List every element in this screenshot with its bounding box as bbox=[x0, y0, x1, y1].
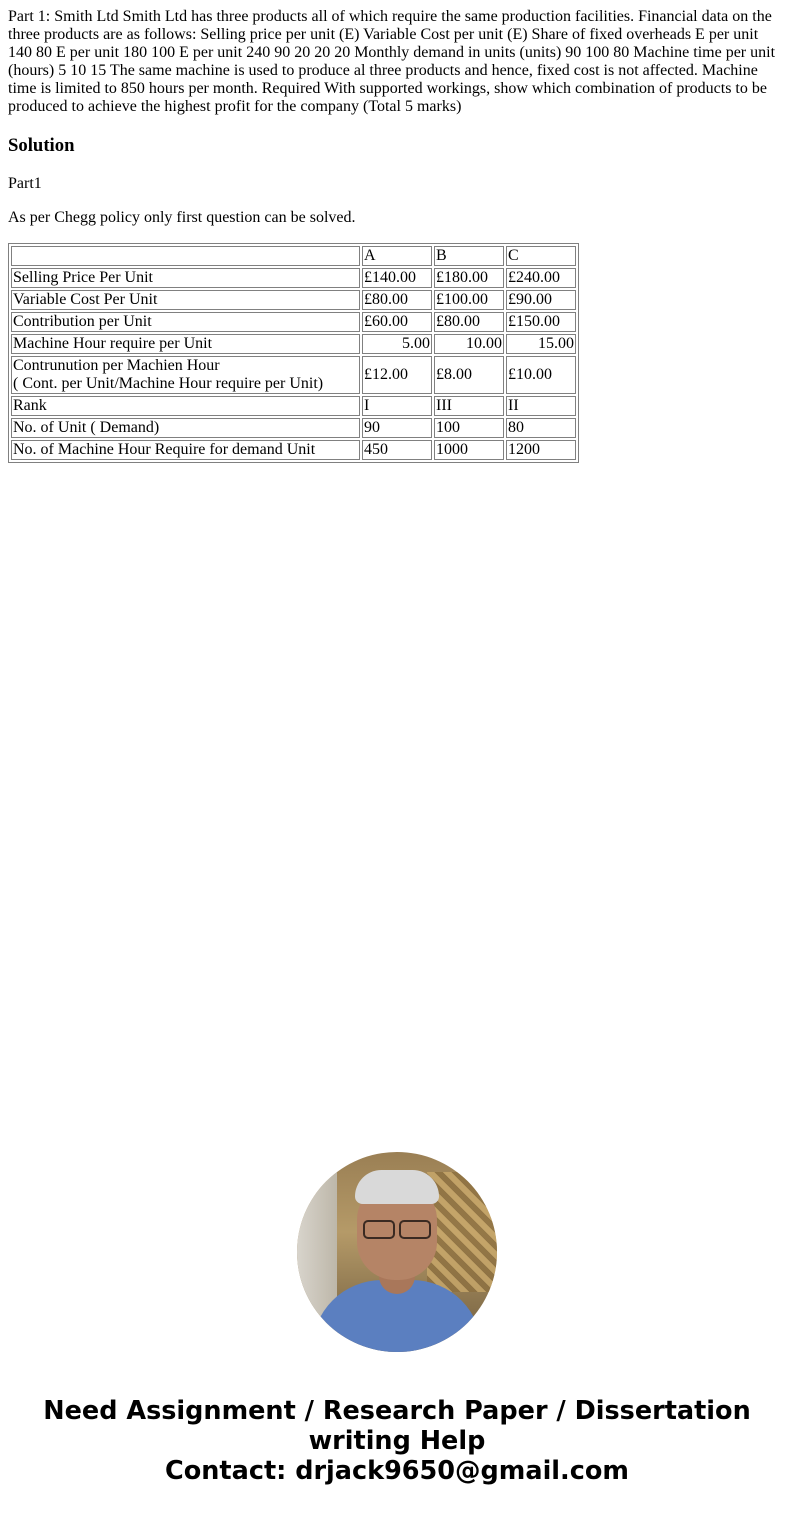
header-cell-a: A bbox=[362, 246, 432, 266]
cell-a: 450 bbox=[362, 440, 432, 460]
table-row bbox=[11, 418, 576, 438]
table-row bbox=[11, 396, 576, 416]
row-label: Variable Cost Per Unit bbox=[11, 290, 360, 310]
row-label-line1: Contrunution per Machien Hour bbox=[13, 357, 220, 374]
cell-a: £12.00 bbox=[362, 356, 432, 394]
cell-a: £60.00 bbox=[362, 312, 432, 332]
cell-a: 5.00 bbox=[362, 334, 432, 354]
cell-b: £180.00 bbox=[434, 268, 504, 288]
row-label: No. of Unit ( Demand) bbox=[11, 418, 360, 438]
policy-note: As per Chegg policy only first question can be solved. bbox=[8, 209, 356, 226]
table-row bbox=[11, 290, 576, 310]
cell-b: £8.00 bbox=[434, 356, 504, 394]
contribution-table bbox=[8, 243, 579, 463]
cell-b: III bbox=[434, 396, 504, 416]
promo-line-2: writing Help bbox=[308, 1426, 486, 1456]
promo-contact: Contact: drjack9650@gmail.com bbox=[165, 1456, 629, 1486]
cell-c: 1200 bbox=[506, 440, 576, 460]
avatar-hair bbox=[355, 1170, 439, 1204]
glasses-lens-left bbox=[363, 1220, 395, 1239]
cell-c: £90.00 bbox=[506, 290, 576, 310]
glasses-lens-right bbox=[399, 1220, 431, 1239]
table-row bbox=[11, 312, 576, 332]
row-label-line2: ( Cont. per Unit/Machine Hour require per Unit) bbox=[13, 375, 324, 392]
cell-b: 10.00 bbox=[434, 334, 504, 354]
cell-c: 15.00 bbox=[506, 334, 576, 354]
cell-c: £240.00 bbox=[506, 268, 576, 288]
cell-c: £10.00 bbox=[506, 356, 576, 394]
row-label: Selling Price Per Unit bbox=[11, 268, 360, 288]
header-cell-b: B bbox=[434, 246, 504, 266]
promo-line-1: Need Assignment / Research Paper / Dissertation bbox=[43, 1396, 751, 1426]
cell-b: 1000 bbox=[434, 440, 504, 460]
cell-c: II bbox=[506, 396, 576, 416]
cell-b: £80.00 bbox=[434, 312, 504, 332]
cell-a: £80.00 bbox=[362, 290, 432, 310]
cell-c: 80 bbox=[506, 418, 576, 438]
document-body bbox=[0, 0, 794, 463]
part-label: Part1 bbox=[8, 175, 42, 192]
row-label: Machine Hour require per Unit bbox=[11, 334, 360, 354]
author-avatar bbox=[297, 1152, 497, 1352]
promo-text bbox=[0, 1396, 794, 1486]
table-row bbox=[11, 356, 576, 394]
cell-b: 100 bbox=[434, 418, 504, 438]
row-label: Contribution per Unit bbox=[11, 312, 360, 332]
table-row bbox=[11, 440, 576, 460]
solution-heading: Solution bbox=[8, 135, 75, 156]
question-text: Part 1: Smith Ltd Smith Ltd has three products all of which require the same production facilities. Financial data on the three products are as follows: Selling price per unit (E) Variable Cost per unit (E) Share of fixed overheads E per unit 140 80 E per unit 180 100 E per unit 240 90 20 20 20 Monthly demand in units (units) 90 100 80 Machine time per unit (hours) 5 10 15 The same machine is used to produce al three products and hence, fixed cost is not affected. Machine time is limited to 850 hours per month. Required With supported workings, show which combination of products to be produced to achieve the highest profit for the company (Total 5 marks) bbox=[8, 8, 776, 115]
table-header-row bbox=[11, 246, 576, 266]
row-label bbox=[11, 356, 360, 394]
promo-footer bbox=[0, 1152, 794, 1486]
row-label: Rank bbox=[11, 396, 360, 416]
avatar-glasses bbox=[363, 1220, 431, 1236]
cell-b: £100.00 bbox=[434, 290, 504, 310]
cell-a: 90 bbox=[362, 418, 432, 438]
cell-a: I bbox=[362, 396, 432, 416]
row-label: No. of Machine Hour Require for demand Unit bbox=[11, 440, 360, 460]
cell-a: £140.00 bbox=[362, 268, 432, 288]
cell-c: £150.00 bbox=[506, 312, 576, 332]
header-cell-empty bbox=[11, 246, 360, 266]
table-row bbox=[11, 268, 576, 288]
header-cell-c: C bbox=[506, 246, 576, 266]
table-row bbox=[11, 334, 576, 354]
